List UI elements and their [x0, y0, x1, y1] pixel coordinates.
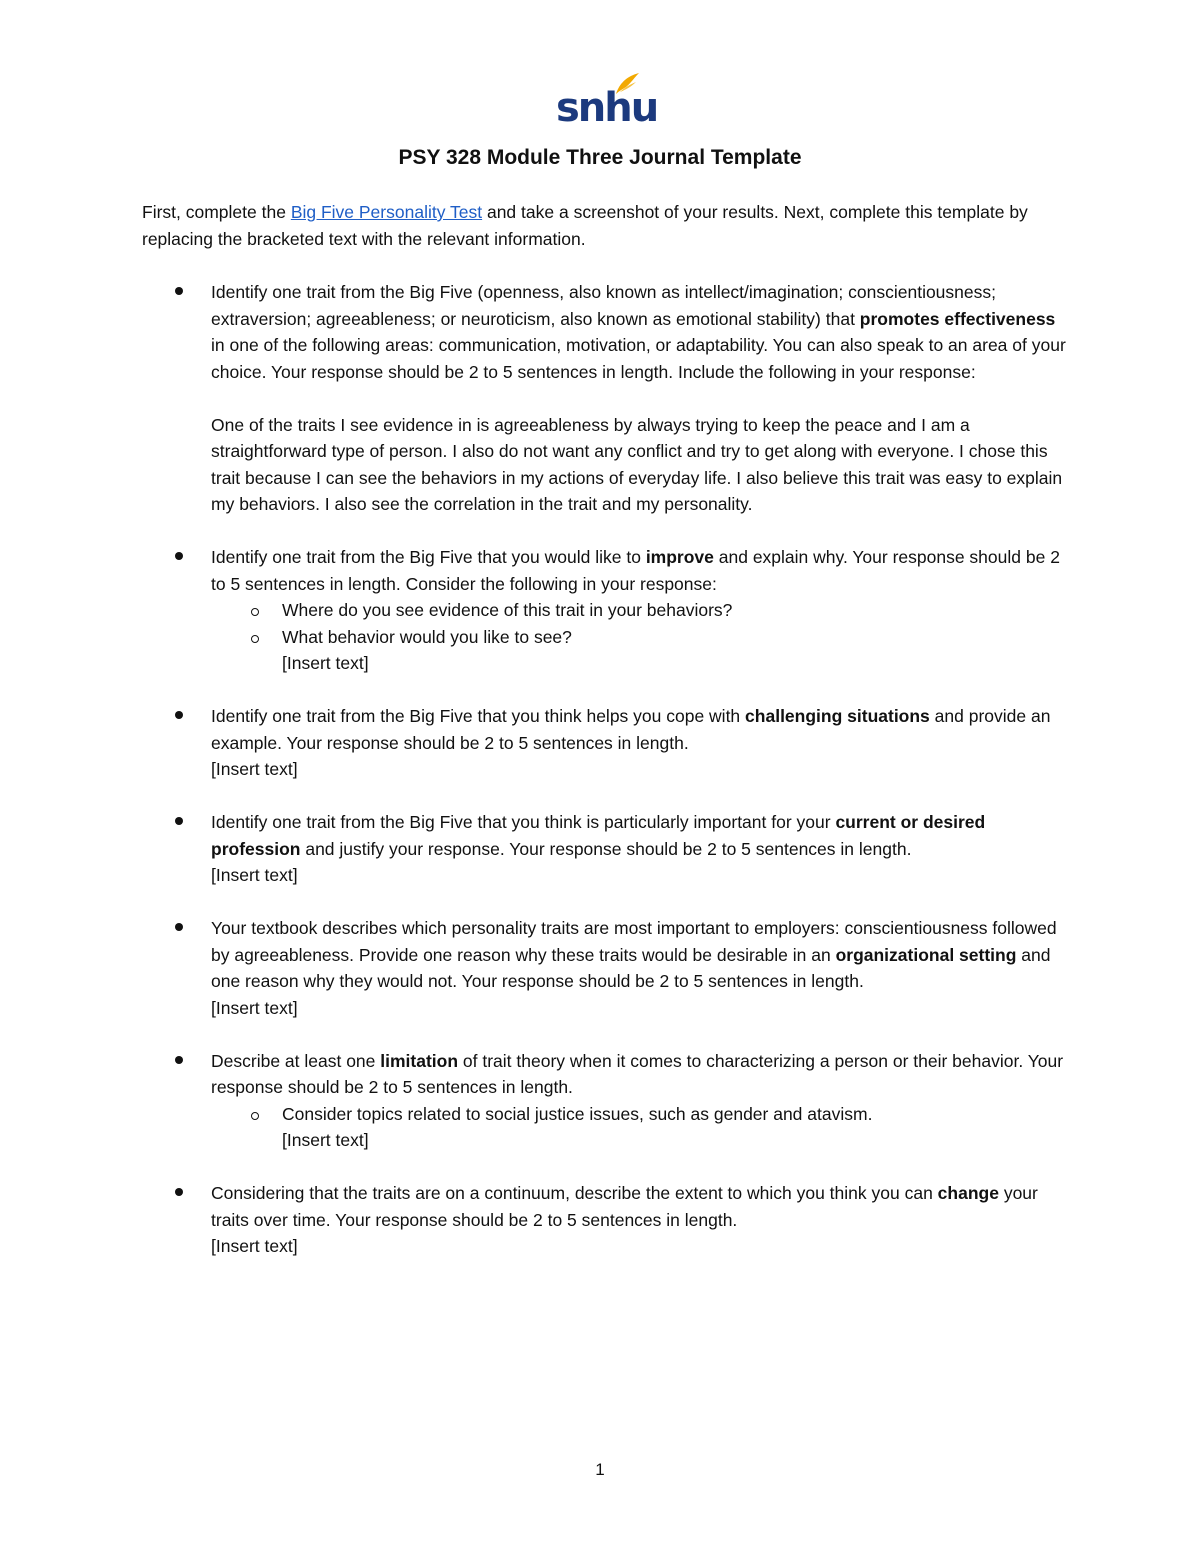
list-item [0, 703, 1071, 783]
intro-text-start: First, complete the [142, 202, 291, 222]
emphasis: challenging situations [745, 706, 930, 726]
logo-wordmark: snhu [556, 85, 658, 131]
snhu-logo [556, 72, 658, 134]
bullet-icon [175, 923, 183, 931]
prompt-text: Identify one trait from the Big Five that you think helps you cope with challenging situations and provide an example. Your response should be 2 to 5 sentences in length. [211, 706, 1051, 753]
list-item [0, 544, 1071, 677]
sub-list-item: Where do you see evidence of this trait in your behaviors? [211, 597, 1071, 624]
intro-text-end: and take a screenshot of your results. Next, complete this template by replacing the bracketed text with the relevant information. [142, 202, 1028, 249]
sub-list-item: What behavior would you like to see? [211, 624, 1071, 651]
list-item [0, 279, 1071, 518]
bullet-icon [175, 287, 183, 295]
prompt-text: Your textbook describes which personality traits are most important to employers: conscientiousness followed by agreeableness. Provide one reason why these traits would be desirable in an organizational setting and one reason why they would not. Your response should be 2 to 5 sentences in length. [211, 918, 1057, 991]
list-item [0, 915, 1071, 1021]
insert-text-placeholder[interactable]: [Insert text] [211, 1236, 298, 1256]
insert-text-placeholder[interactable]: [Insert text] [211, 997, 298, 1018]
intro-paragraph [142, 199, 1072, 252]
sub-list [211, 597, 1071, 650]
list-item [0, 809, 1071, 889]
emphasis: change [937, 1183, 999, 1203]
emphasis: current or desired profession [211, 812, 986, 859]
emphasis: promotes effectiveness [859, 308, 1056, 329]
circle-bullet-icon [251, 1112, 259, 1120]
circle-bullet-icon [251, 635, 259, 643]
list-item [0, 1180, 1071, 1260]
sub-list-item: Consider topics related to social justice issues, such as gender and atavism. [211, 1101, 1071, 1128]
bullet-icon [175, 711, 183, 719]
emphasis: improve [645, 547, 714, 567]
emphasis: limitation [380, 1050, 459, 1071]
page-number: 1 [595, 1460, 605, 1479]
bullet-icon [175, 1188, 183, 1196]
bullet-icon [175, 552, 183, 560]
emphasis: organizational setting [835, 944, 1017, 965]
page-title: PSY 328 Module Three Journal Template [398, 146, 802, 169]
insert-text-placeholder[interactable]: [Insert text] [211, 865, 298, 885]
bullet-icon [175, 1056, 183, 1064]
insert-text-placeholder[interactable]: [Insert text] [211, 759, 298, 779]
prompt-text: Describe at least one limitation of trait theory when it comes to characterizing a person or their behavior. Your response should be 2 to 5 sentences in length. [211, 1050, 1064, 1097]
prompt-text: Identify one trait from the Big Five that you think is particularly important for your current or desired profession and justify your response. Your response should be 2 to 5 sentences in length. [211, 812, 986, 859]
prompt-text: Identify one trait from the Big Five that you would like to improve and explain why. Your response should be 2 to 5 sentences in length. Consider the following in your response: [211, 547, 1060, 594]
list-item [0, 1048, 1071, 1154]
insert-text-placeholder[interactable]: [Insert text] [282, 1130, 369, 1150]
bullet-icon [175, 817, 183, 825]
circle-bullet-icon [251, 608, 259, 616]
prompt-text: Considering that the traits are on a continuum, describe the extent to which you think you can change your traits over time. Your response should be 2 to 5 sentences in length. [211, 1183, 1038, 1230]
response-text[interactable]: One of the traits I see evidence in is agreeableness by always trying to keep the peace and I am a straightforward type of person. I also do not want any conflict and try to get along with everyone. I chose this trait because I can see the behaviors in my actions of everyday life. I also believe this trait was easy to explain my behaviors. I also see the correlation in the trait and my personality. [211, 414, 1063, 514]
sub-list [211, 1101, 1071, 1128]
prompt-list [0, 279, 1200, 1286]
prompt-text: Identify one trait from the Big Five (openness, also known as intellect/imagination; conscientiousness; extraversion; agreeableness; or neuroticism, also known as emotional stability) that promotes effectiveness in one of the following areas: communication, motivation, or adaptability. You can also speak to an area of your choice. Your response should be 2 to 5 sentences in length. Include the following in your response: [211, 282, 1066, 382]
big-five-test-link[interactable]: Big Five Personality Test [290, 202, 483, 222]
insert-text-placeholder[interactable]: [Insert text] [282, 653, 369, 673]
